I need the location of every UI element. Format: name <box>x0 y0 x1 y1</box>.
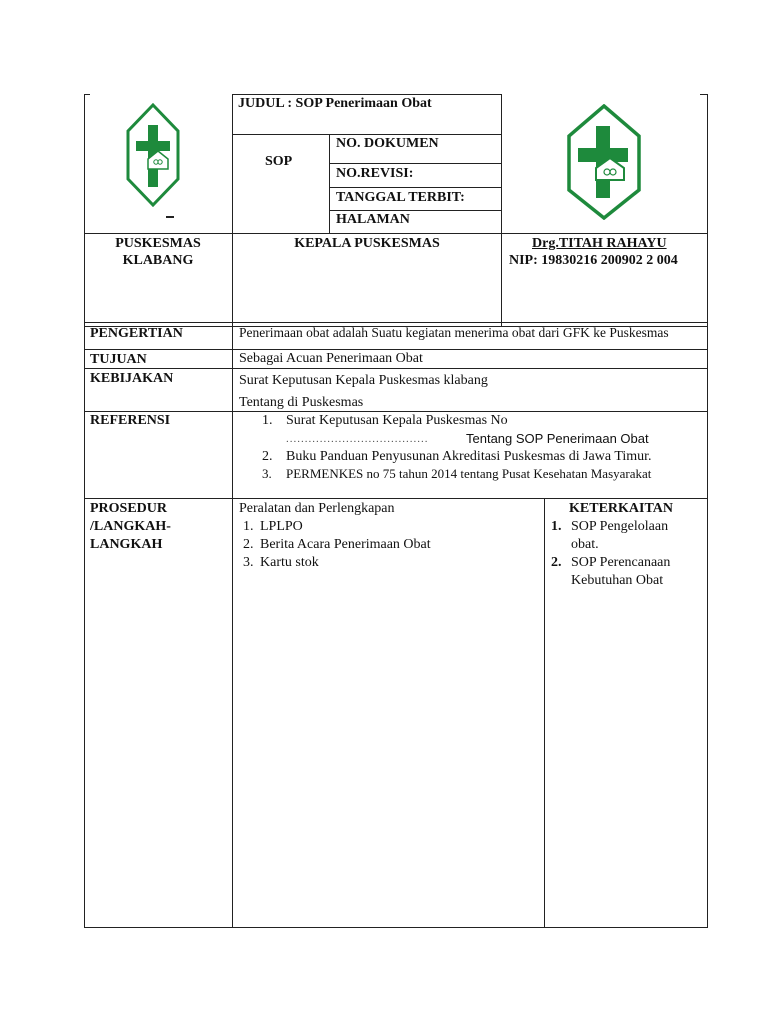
keterkaitan-2-line2: Kebutuhan Obat <box>571 573 664 588</box>
revisi-bottom <box>329 187 502 188</box>
referensi-1-number: 1. <box>262 413 273 428</box>
peralatan-item-3-text: Kartu stok <box>260 555 319 570</box>
judul-title: JUDUL : SOP Penerimaan Obat <box>238 96 432 111</box>
keterkaitan-1-number: 1. <box>551 519 562 534</box>
border-left <box>84 94 85 928</box>
border-right <box>707 94 708 928</box>
peralatan-item-2-text: Berita Acara Penerimaan Obat <box>260 537 431 552</box>
peralatan-item-1-text: LPLPO <box>260 519 303 534</box>
referensi-1-tail: Tentang SOP Penerimaan Obat <box>466 431 649 446</box>
sop-label: SOP <box>265 154 293 169</box>
kebijakan-line2: Tentang di Puskesmas <box>239 395 364 410</box>
border-top-left-tick <box>84 94 90 95</box>
signature-bottom <box>84 322 708 323</box>
tujuan-label: TUJUAN <box>90 352 147 367</box>
puskesmas-name-line2: KLABANG <box>122 253 194 268</box>
peralatan-item-2-number: 2. <box>243 537 254 552</box>
keterkaitan-1-line2: obat. <box>571 537 599 552</box>
referensi-label: REFERENSI <box>90 413 171 428</box>
prosedur-label-line1: PROSEDUR <box>90 501 168 516</box>
header-divider-left <box>232 94 233 327</box>
referensi-1-text: Surat Keputusan Kepala Puskesmas No <box>286 413 508 428</box>
referensi-1-dots: ...................................... <box>286 433 429 445</box>
peralatan-item-1-number: 1. <box>243 519 254 534</box>
sop-divider <box>329 134 330 233</box>
border-bottom <box>84 927 708 928</box>
keterkaitan-1-line1: SOP Pengelolaan <box>571 519 669 534</box>
head-nip: NIP: 19830216 200902 2 004 <box>509 253 678 268</box>
tujuan-text: Sebagai Acuan Penerimaan Obat <box>239 351 423 366</box>
referensi-2-number: 2. <box>262 449 273 464</box>
kepala-puskesmas-label: KEPALA PUSKESMAS <box>294 236 440 251</box>
pengertian-label: PENGERTIAN <box>90 326 183 341</box>
logo-dash <box>166 216 174 218</box>
label-column-divider <box>232 322 233 928</box>
kebijakan-label: KEBIJAKAN <box>90 371 174 386</box>
puskesmas-logo-right <box>566 104 642 220</box>
dokumen-bottom <box>329 163 502 164</box>
keterkaitan-divider <box>544 498 545 928</box>
referensi-bottom <box>84 498 708 499</box>
head-name: Drg.TITAH RAHAYU <box>532 236 667 251</box>
border-top-right-tick <box>700 94 708 95</box>
puskesmas-name-line1: PUSKESMAS <box>115 236 201 251</box>
referensi-2-text: Buku Panduan Penyusunan Akreditasi Puskesmas di Jawa Timur. <box>286 449 652 464</box>
header-bottom <box>84 233 708 234</box>
prosedur-label-line3: LANGKAH <box>90 537 163 552</box>
keterkaitan-2-line1: SOP Perencanaan <box>571 555 671 570</box>
peralatan-title: Peralatan dan Perlengkapan <box>239 501 395 516</box>
tujuan-bottom <box>84 368 708 369</box>
tanggal-terbit-label: TANGGAL TERBIT: <box>336 190 465 205</box>
no-revisi-label: NO.REVISI: <box>336 166 414 181</box>
pengertian-text: Penerimaan obat adalah Suatu kegiatan menerima obat dari GFK ke Puskesmas <box>239 325 669 340</box>
no-dokumen-label: NO. DOKUMEN <box>336 136 439 151</box>
referensi-3-number: 3. <box>262 466 272 481</box>
peralatan-item-3-number: 3. <box>243 555 254 570</box>
referensi-3-text: PERMENKES no 75 tahun 2014 tentang Pusat Kesehatan Masyarakat <box>286 466 652 481</box>
keterkaitan-title: KETERKAITAN <box>569 501 673 516</box>
halaman-label: HALAMAN <box>336 212 410 227</box>
keterkaitan-2-number: 2. <box>551 555 562 570</box>
prosedur-label-line2: /LANGKAH- <box>90 519 171 534</box>
kebijakan-line1: Surat Keputusan Kepala Puskesmas klabang <box>239 373 488 388</box>
puskesmas-logo-left <box>126 103 180 207</box>
